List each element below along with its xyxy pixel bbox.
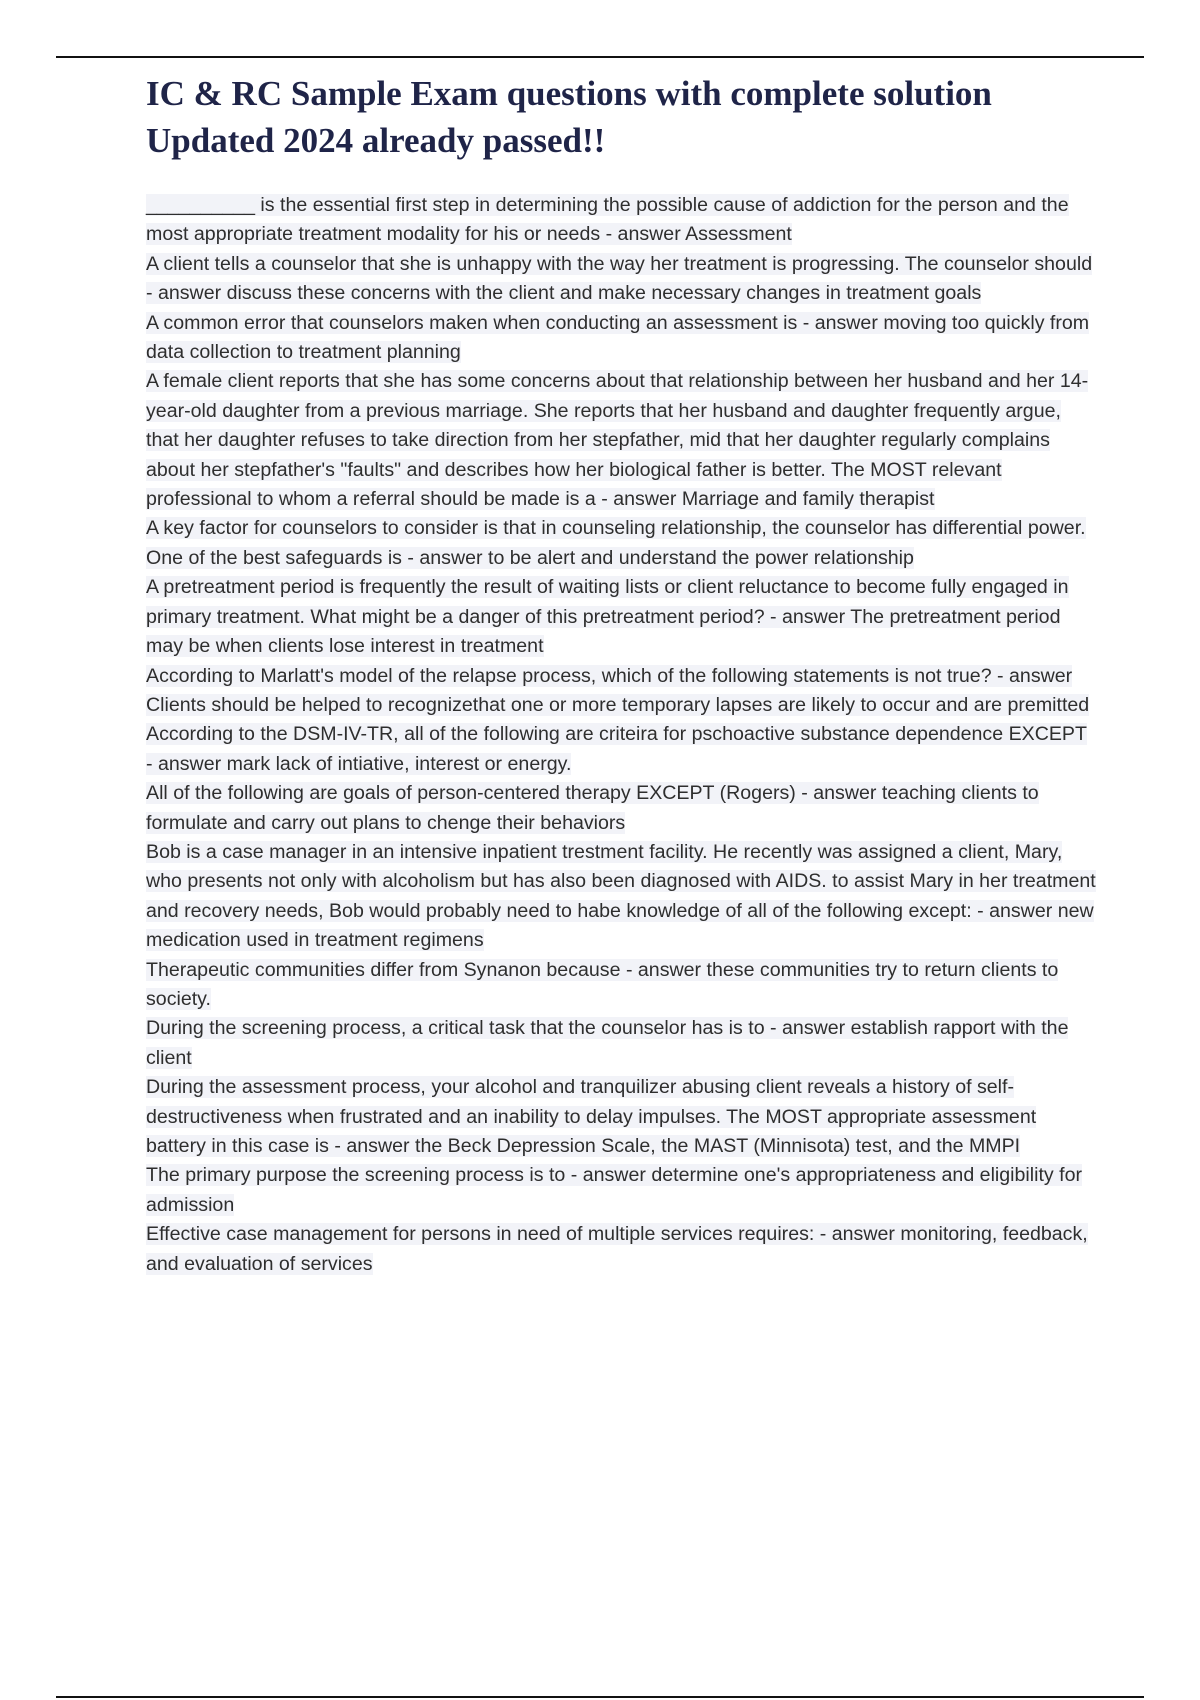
qa-item: __________ is the essential first step in determining the possible cause of addiction for the person and the most appropriate treatment modality for his or needs - answer Assessment bbox=[146, 194, 1069, 246]
qa-item: Therapeutic communities differ from Synanon because - answer these communities try to return clients to society. bbox=[146, 958, 1059, 1010]
question-text: __________ is the essential first step in determining the possible cause of addiction for the person and the most appropriate treatment modality for his or needs bbox=[146, 194, 1069, 246]
answer-text: discuss these concerns with the client and make necessary changes in treatment goals bbox=[226, 282, 982, 305]
qa-item: The primary purpose the screening process is to - answer determine one's appropriateness and eligibility for admission bbox=[146, 1164, 1083, 1216]
question-text: A client tells a counselor that she is unhappy with the way her treatment is progressing. The counselor should bbox=[146, 252, 1093, 275]
answer-text: mark lack of intiative, interest or energy. bbox=[226, 752, 572, 775]
answer-text: Assessment bbox=[685, 223, 792, 246]
bottom-rule bbox=[56, 1696, 1144, 1698]
question-text: Therapeutic communities differ from Synanon because bbox=[146, 958, 621, 981]
question-text: A common error that counselors maken when conducting an assessment is bbox=[146, 311, 798, 334]
question-text: All of the following are goals of person-centered therapy EXCEPT (Rogers) bbox=[146, 782, 796, 805]
answer-text: new medication used in treatment regimens bbox=[146, 899, 1094, 952]
qa-list bbox=[146, 191, 1096, 1279]
answer-text: establish rapport with the client bbox=[146, 1017, 1069, 1069]
answer-text: The pretreatment period may be when clients lose interest in treatment bbox=[146, 605, 1061, 658]
document-title: IC & RC Sample Exam questions with complete solution Updated 2024 already passed!! bbox=[146, 74, 992, 160]
qa-item: According to the DSM-IV-TR, all of the following are criteira for pschoactive substance dependence EXCEPT - answer mark lack of intiative, interest or energy. bbox=[146, 723, 1087, 775]
question-text: During the assessment process, your alcohol and tranquilizer abusing client reveals a history of self-destructiveness when frustrated and an inability to delay impulses. The MOST appropriate assessment battery in this case is bbox=[146, 1076, 1037, 1157]
qa-item: A female client reports that she has some concerns about that relationship between her husband and her 14-year-old daughter from a previous marriage. She reports that her husband and daughter frequently argue, that her daughter refuses to take direction from her stepfather, mid that her daughter regularly complains about her stepfather's "faults" and describes how her biological father is better. The MOST relevant professional to whom a referral should be made is a - answer Marriage and family therapist bbox=[146, 370, 1089, 511]
answer-text: moving too quickly from data collection to treatment planning bbox=[146, 311, 1090, 364]
answer-text: to be alert and understand the power relationship bbox=[488, 546, 914, 569]
qa-item: Bob is a case manager in an intensive inpatient trestment facility. He recently was assigned a client, Mary, who presents not only with alcoholism but has also been diagnosed with AIDS. to assist Mary in her treatment and recovery needs, Bob would probably need to habe knowledge of all of the following except: - answer new medication used in treatment regimens bbox=[146, 840, 1096, 952]
qa-item: A client tells a counselor that she is unhappy with the way her treatment is progressing. The counselor should - answer discuss these concerns with the client and make necessary changes in treatment goals bbox=[146, 252, 1093, 305]
question-text: During the screening process, a critical task that the counselor has is to bbox=[146, 1017, 765, 1040]
question-text: A female client reports that she has some concerns about that relationship between her husband and her 14-year-old daughter from a previous marriage. She reports that her husband and daughter frequently argue, that her daughter refuses to take direction from her stepfather, mid that her daughter regularly complains about her stepfather's "faults" and describes how her biological father is better. The MOST relevant professional to whom a referral should be made is a bbox=[146, 370, 1089, 511]
answer-text: teaching clients to formulate and carry out plans to chenge their behaviors bbox=[146, 782, 1039, 834]
qa-item: During the assessment process, your alcohol and tranquilizer abusing client reveals a history of self-destructiveness when frustrated and an inability to delay impulses. The MOST appropriate assessment battery in this case is - answer the Beck Depression Scale, the MAST (Minnisota) test, and the MMPI bbox=[146, 1076, 1037, 1157]
question-text: A key factor for counselors to consider is that in counseling relationship, the counselor has differential power. One of the best safeguards is bbox=[146, 517, 1086, 569]
question-text: Bob is a case manager in an intensive inpatient trestment facility. He recently was assigned a client, Mary, who presents not only with alcoholism but has also been diagnosed with AIDS. to assist Mary in her treatment and recovery needs, Bob would probably need to habe knowledge of all of the following except: bbox=[146, 840, 1096, 922]
qa-item: All of the following are goals of person-centered therapy EXCEPT (Rogers) - answer teaching clients to formulate and carry out plans to chenge their behaviors bbox=[146, 782, 1039, 834]
question-text: According to the DSM-IV-TR, all of the following are criteira for pschoactive substance dependence EXCEPT bbox=[146, 723, 1087, 746]
qa-item: A pretreatment period is frequently the result of waiting lists or client reluctance to become fully engaged in primary treatment. What might be a danger of this pretreatment period? - answer The pretreatment period may be when clients lose interest in treatment bbox=[146, 576, 1069, 658]
question-text: Effective case management for persons in need of multiple services requires: bbox=[146, 1223, 815, 1246]
answer-text: Clients should be helped to recognizethat one or more temporary lapses are likely to occur and are premitted bbox=[146, 693, 1090, 716]
question-text: A pretreatment period is frequently the result of waiting lists or client reluctance to become fully engaged in primary treatment. What might be a danger of this pretreatment period? bbox=[146, 576, 1069, 628]
qa-item: During the screening process, a critical task that the counselor has is to - answer establish rapport with the client bbox=[146, 1017, 1069, 1069]
qa-item: A key factor for counselors to consider is that in counseling relationship, the counselor has differential power. One of the best safeguards is - answer to be alert and understand the power relationship bbox=[146, 517, 1086, 569]
answer-text: the Beck Depression Scale, the MAST (Minnisota) test, and the MMPI bbox=[415, 1135, 1021, 1157]
question-text: The primary purpose the screening process is to bbox=[146, 1164, 566, 1187]
qa-item: According to Marlatt's model of the relapse process, which of the following statements is not true? - answer Clients should be helped to recognizethat one or more temporary lapses are likely to occur and are premitted bbox=[146, 664, 1090, 716]
answer-text: Marriage and family therapist bbox=[681, 488, 935, 511]
qa-item: A common error that counselors maken when conducting an assessment is - answer moving too quickly from data collection to treatment planning bbox=[146, 311, 1090, 364]
qa-item: Effective case management for persons in need of multiple services requires: - answer monitoring, feedback, and evaluation of services bbox=[146, 1223, 1088, 1275]
answer-text: determine one's appropriateness and eligibility for admission bbox=[146, 1164, 1083, 1216]
answer-text: these communities try to return clients to society. bbox=[146, 958, 1059, 1010]
top-rule bbox=[56, 56, 1144, 58]
answer-text: monitoring, feedback, and evaluation of services bbox=[146, 1223, 1088, 1275]
question-text: According to Marlatt's model of the relapse process, which of the following statements is not true? bbox=[146, 664, 992, 687]
